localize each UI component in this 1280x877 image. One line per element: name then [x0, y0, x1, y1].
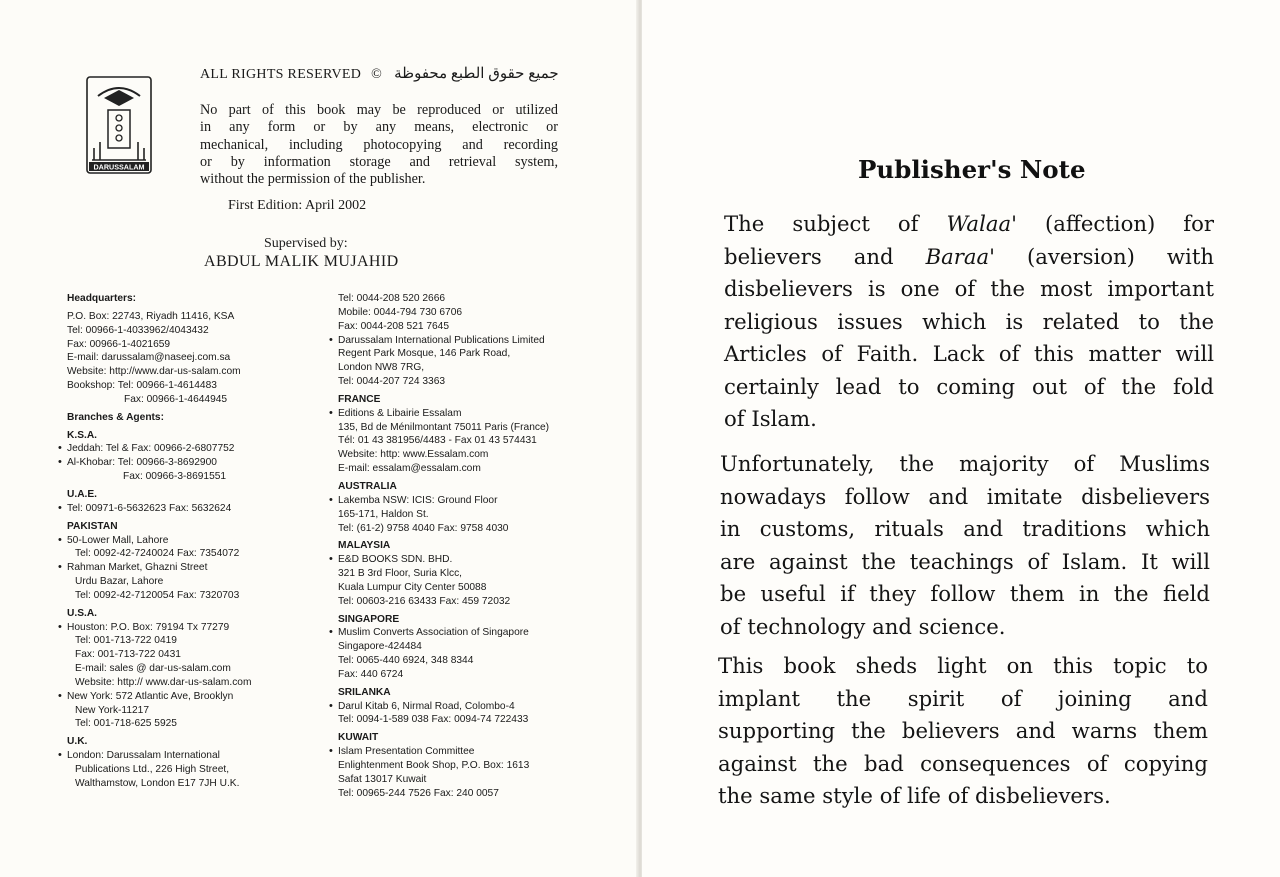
- note-paragraph-1: [724, 208, 1214, 436]
- address-line: 165-171, Haldon St.: [338, 508, 429, 520]
- note-line: believers and Baraa' (aversion) with: [724, 243, 1214, 269]
- supervisor-name: ABDUL MALIK MUJAHID: [204, 253, 399, 270]
- note-paragraph-2: [720, 448, 1210, 643]
- address-line: Website: http: www.Essalam.com: [338, 449, 489, 461]
- country-heading: U.A.E.: [67, 488, 98, 500]
- address-line: • E&D BOOKS SDN. BHD.: [338, 553, 549, 567]
- country-heading: FRANCE: [338, 393, 381, 405]
- address-line: Publications Ltd., 226 High Street,: [75, 764, 230, 775]
- note-line: of Islam.: [724, 406, 817, 431]
- rights-arabic: جميع حقوق الطبع محفوظة: [394, 66, 559, 82]
- address-line: Safat 13017 Kuwait: [338, 773, 427, 785]
- address-line: • Darussalam International Publications Limited: [338, 334, 549, 348]
- address-line: • New York: 572 Atlantic Ave, Brooklyn: [67, 690, 251, 704]
- address-line: Fax: 0044-208 521 7645: [338, 320, 450, 332]
- address-line: • Jeddah: Tel & Fax: 00966-2-6807752: [67, 442, 251, 456]
- note-line: implant the spirit of joining and: [718, 685, 1208, 711]
- address-line: Tel: 001-713-722 0419: [75, 635, 177, 647]
- address-line: Urdu Bazar, Lahore: [75, 576, 164, 588]
- addresses-column-1: [67, 292, 251, 791]
- country-heading: KUWAIT: [338, 732, 379, 744]
- address-line: Fax: 00966-1-4644945: [124, 393, 228, 405]
- address-line: Fax: 440 6724: [338, 668, 404, 680]
- address-line: • Tel: 00971-6-5632623 Fax: 5632624: [67, 502, 251, 516]
- address-line: Singapore-424484: [338, 641, 422, 653]
- address-line: 321 B 3rd Floor, Suria Klcc,: [338, 568, 463, 580]
- address-line: Fax: 001-713-722 0431: [75, 649, 181, 661]
- section-heading: Headquarters:: [67, 293, 137, 304]
- notice-line: without the permission of the publisher.: [200, 171, 426, 188]
- address-line: Walthamstow, London E17 7JH U.K.: [75, 777, 240, 789]
- country-heading: MALAYSIA: [338, 540, 391, 552]
- address-line: Tel: 00603-216 63433 Fax: 459 72032: [338, 595, 511, 607]
- copyright-page: [0, 0, 638, 877]
- address-line: Kuala Lumpur City Center 50088: [338, 581, 487, 593]
- notice-line: No part of this book may be reproduced or utilized: [200, 102, 558, 118]
- note-line: be useful if they follow them in the field: [720, 581, 1210, 606]
- note-line: Articles of Faith. Lack of this matter will: [724, 341, 1214, 366]
- address-line: Website: http://www.dar-us-salam.com: [67, 366, 241, 378]
- note-line: in customs, rituals and traditions which: [720, 516, 1210, 541]
- note-line: of technology and science.: [720, 613, 1006, 639]
- addresses-column-2: [338, 292, 549, 801]
- note-paragraph-3: [718, 650, 1208, 813]
- address-line: E-mail: sales @ dar-us-salam.com: [75, 663, 231, 675]
- address-line: Fax: 00966-1-4021659: [67, 338, 171, 350]
- address-line: • Rahman Market, Ghazni Street: [67, 561, 251, 575]
- note-line: supporting the believers and warns them: [718, 718, 1208, 743]
- address-line: Tel: 0092-42-7240024 Fax: 7354072: [75, 548, 240, 560]
- address-line: • Muslim Converts Association of Singapore: [338, 626, 549, 640]
- section-heading: Branches & Agents:: [67, 411, 164, 423]
- address-line: Tel: 0044-207 724 3363: [338, 376, 446, 388]
- note-line: Unfortunately, the majority of Muslims: [720, 451, 1210, 476]
- note-line: nowadays follow and imitate disbelievers: [720, 483, 1210, 509]
- svg-text:DARUSSALAM: DARUSSALAM: [93, 162, 145, 172]
- address-line: • Darul Kitab 6, Nirmal Road, Colombo-4: [338, 700, 549, 714]
- country-heading: K.S.A.: [67, 429, 98, 441]
- note-line: disbelievers is one of the most important: [724, 276, 1214, 301]
- copyright-notice: [200, 102, 558, 188]
- address-line: • Editions & Libairie Essalam: [338, 407, 549, 421]
- note-line: are against the teachings of Islam. It will: [720, 548, 1210, 574]
- note-line: The subject of Walaa' (affection) for: [724, 211, 1214, 236]
- notice-line: mechanical, including photocopying and recording: [200, 136, 558, 153]
- supervised-label: Supervised by:: [264, 236, 348, 251]
- copyright-symbol: ©: [371, 67, 383, 82]
- address-line: Enlightenment Book Shop, P.O. Box: 1613: [338, 760, 530, 771]
- note-line: against the bad consequences of copying: [718, 750, 1208, 776]
- address-line: Tel: 00965-244 7526 Fax: 240 0057: [338, 787, 499, 799]
- address-line: • Al-Khobar: Tel: 00966-3-8692900: [67, 456, 251, 470]
- country-heading: PAKISTAN: [67, 520, 118, 532]
- country-heading: SINGAPORE: [338, 613, 400, 625]
- address-line: New York-11217: [75, 704, 150, 716]
- notice-line: or by information storage and retrieval system,: [200, 153, 558, 170]
- address-line: E-mail: darussalam@naseej.com.sa: [67, 352, 231, 364]
- address-line: • Houston: P.O. Box: 79194 Tx 77279: [67, 621, 251, 635]
- address-line: • 50-Lower Mall, Lahore: [67, 534, 251, 548]
- country-heading: AUSTRALIA: [338, 480, 397, 492]
- address-line: Tel: 0044-208 520 2666: [338, 293, 446, 304]
- rights-text: ALL RIGHTS RESERVED: [200, 67, 362, 82]
- address-line: London NW8 7RG,: [338, 362, 425, 374]
- note-line: This book sheds light on this topic to: [718, 653, 1208, 678]
- address-line: Regent Park Mosque, 146 Park Road,: [338, 348, 511, 360]
- address-line: Bookshop: Tel: 00966-1-4614483: [67, 380, 217, 392]
- address-line: Mobile: 0044-794 730 6706: [338, 306, 463, 318]
- edition: First Edition: April 2002: [228, 198, 367, 213]
- address-line: • Islam Presentation Committee: [338, 745, 549, 759]
- country-heading: U.K.: [67, 736, 88, 748]
- address-line: Tél: 01 43 381956/4483 - Fax 01 43 574431: [338, 435, 537, 447]
- term-walaa: Walaa': [946, 211, 1017, 236]
- darussalam-logo: [86, 76, 152, 174]
- page-title: Publisher's Note: [858, 155, 1086, 184]
- address-line: Tel: 0092-42-7120054 Fax: 7320703: [75, 589, 240, 601]
- address-line: Tel: 0065-440 6924, 348 8344: [338, 655, 474, 667]
- address-line: • London: Darussalam International: [67, 749, 251, 763]
- term-baraa: Baraa': [925, 243, 996, 269]
- address-line: Fax: 00966-3-8691551: [123, 471, 227, 483]
- address-line: Website: http:// www.dar-us-salam.com: [75, 676, 252, 688]
- address-line: • Lakemba NSW: ICIS: Ground Floor: [338, 494, 549, 508]
- address-line: Tel: 00966-1-4033962/4043432: [67, 324, 209, 336]
- notice-line: in any form or by any means, electronic or: [200, 119, 558, 136]
- country-heading: SRILANKA: [338, 686, 391, 698]
- note-line: the same style of life of disbelievers.: [718, 783, 1111, 808]
- address-line: E-mail: essalam@essalam.com: [338, 463, 481, 475]
- note-line: certainly lead to coming out of the fold: [724, 373, 1214, 399]
- address-line: Tel: (61-2) 9758 4040 Fax: 9758 4030: [338, 522, 509, 534]
- address-line: 135, Bd de Ménilmontant 75011 Paris (France): [338, 421, 550, 433]
- address-line: Tel: 0094-1-589 038 Fax: 0094-74 722433: [338, 714, 529, 726]
- address-line: Tel: 001-718-625 5925: [75, 718, 177, 730]
- rights-reserved: [200, 64, 559, 83]
- country-heading: U.S.A.: [67, 607, 98, 619]
- note-line: religious issues which is related to the: [724, 308, 1214, 334]
- address-line: P.O. Box: 22743, Riyadh 11416, KSA: [67, 310, 235, 322]
